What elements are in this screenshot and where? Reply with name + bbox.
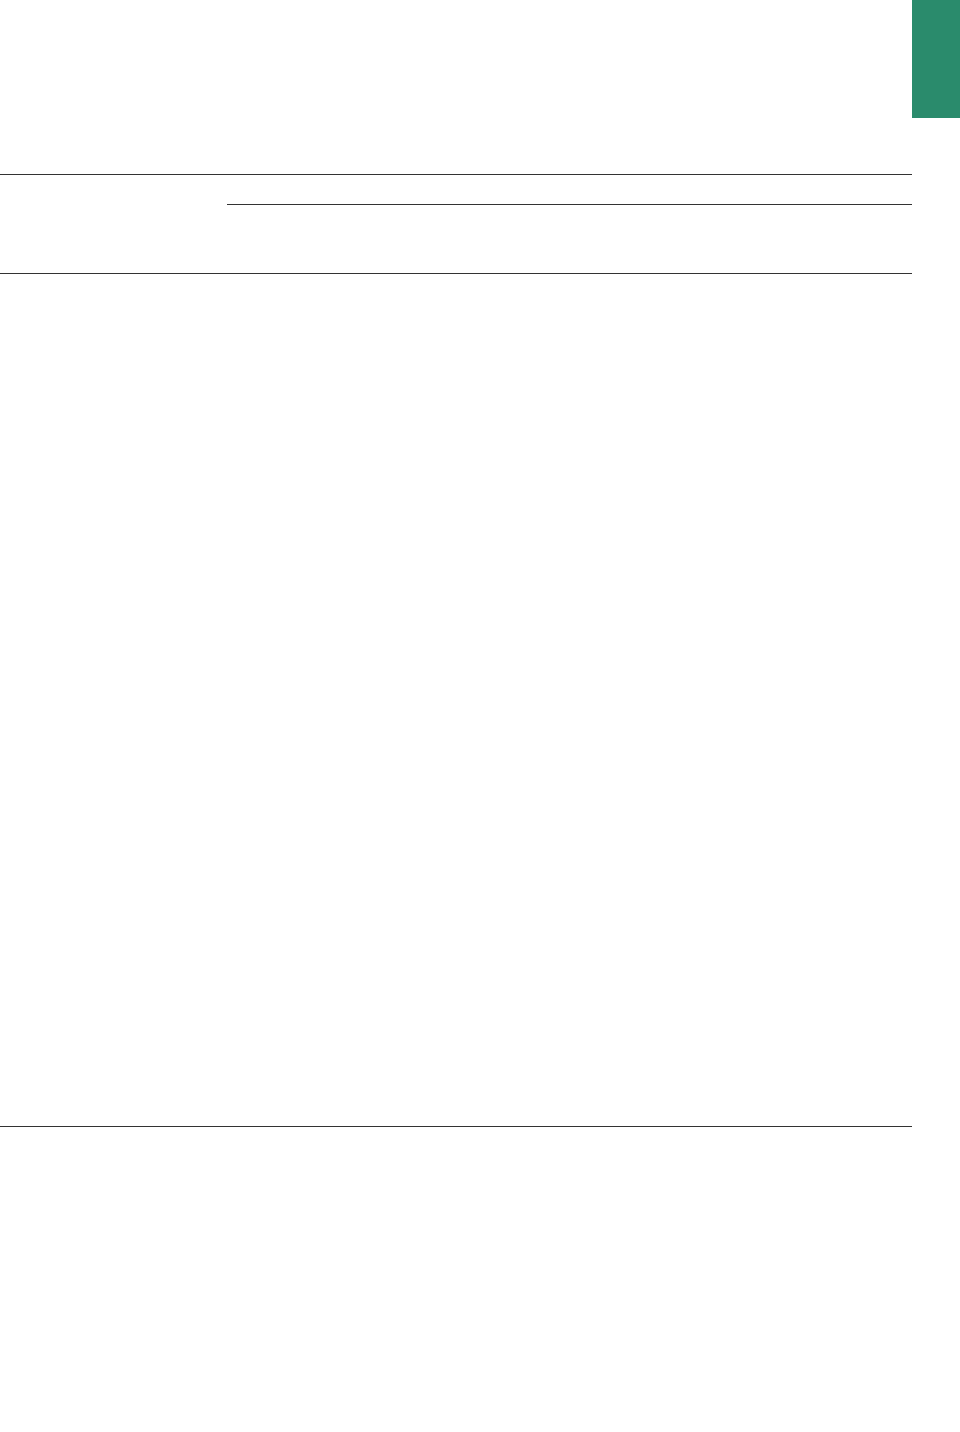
header-bottom-rule (0, 273, 912, 274)
table-bottom-rule (0, 1126, 912, 1127)
chapter-tab (912, 0, 960, 118)
header-logs-rule (227, 204, 912, 205)
table-top-rule (0, 174, 912, 175)
